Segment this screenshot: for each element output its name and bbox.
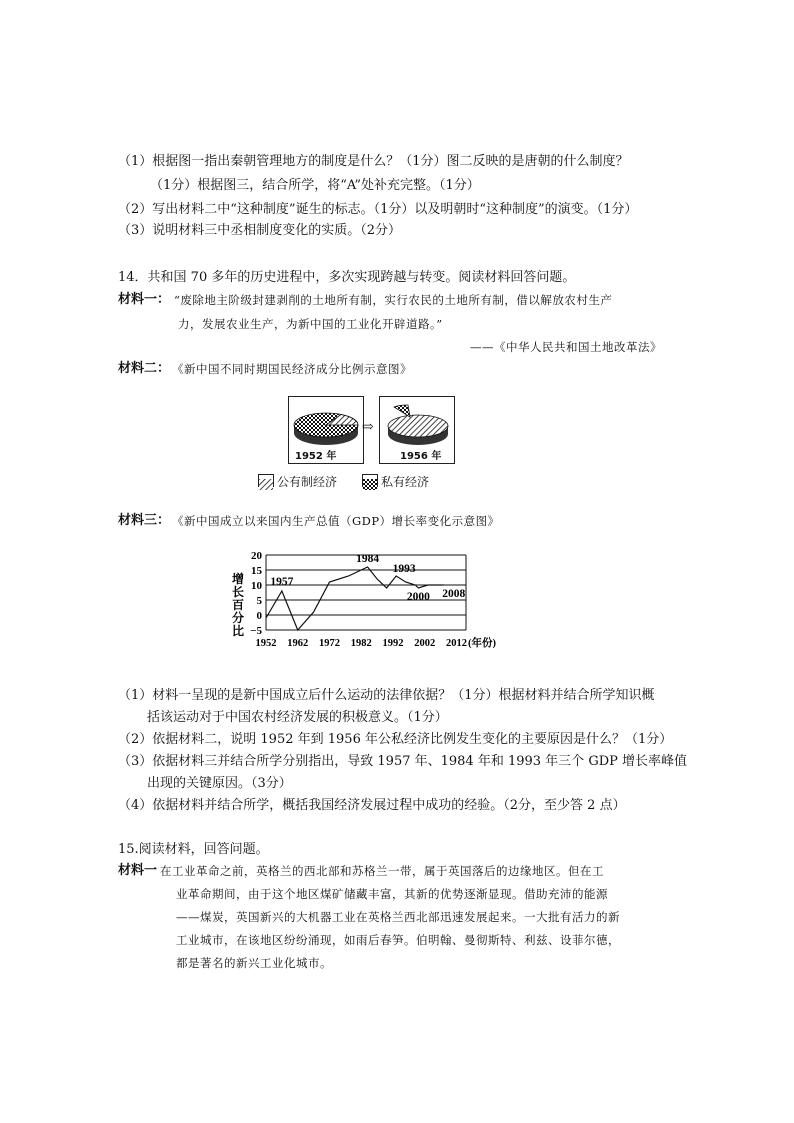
q15-material1-line5: 都是著名的新兴工业化城市。: [176, 956, 332, 970]
annotation-2000: 2000: [406, 591, 430, 603]
q13-part2: （2）写出材料二中“这种制度”诞生的标志。（1分）以及明朝时“这种制度”的演变。（1分）: [118, 202, 638, 217]
legend-private-label: 私有经济: [381, 475, 430, 489]
y-tick-label: 5: [256, 595, 262, 607]
q14-material1-line1: “废除地主阶级封建剥削的土地所有制，实行农民的土地所有制，借以解放农村生产: [174, 293, 613, 307]
y-tick-label: 20: [251, 550, 262, 562]
q15-material1-line4: 工业城市，在该地区纷纷涌现，如雨后春笋。伯明翰、曼彻斯特、利兹、设菲尔德，: [176, 933, 620, 947]
q14-part3-line1: （3）依据材料三并结合所学分别指出，导致 1957 年、1984 年和 1993 年三个 GDP 增长率峰值: [118, 754, 688, 769]
q14-title: 14．共和国 70 多年的历史进程中，多次实现跨越与转变。阅读材料回答问题。: [118, 270, 576, 285]
q15-material1-line3: ——煤炭，英国新兴的大机器工业在英格兰西北部迅速发展起来。一大批有活力的新: [176, 910, 620, 924]
x-tick-label: 1992: [382, 638, 404, 649]
q14-material3-label: 材料三：: [118, 513, 171, 528]
q14-material1-label: 材料一：: [118, 292, 171, 307]
x-axis-label: (年份): [468, 638, 496, 649]
x-tick-label: 2002: [414, 638, 436, 649]
transition-arrow: ⇨: [362, 419, 374, 435]
x-tick-labels: [256, 636, 497, 649]
x-tick-label: 1972: [318, 638, 340, 649]
q14-part1-line1: （1）材料一呈现的是新中国成立后什么运动的法律依据？（1分）根据材料并结合所学知识概: [118, 688, 655, 703]
q14-material2-label: 材料二：: [118, 361, 171, 376]
q14-material1-source: ——《中华人民共和国土地改革法》: [470, 340, 662, 354]
pie-1956-year: 1956 年: [400, 451, 442, 462]
pie-1952-frame: [288, 396, 364, 464]
q13-part3: （3）说明材料三中丞相制度变化的实质。（2分）: [118, 223, 402, 238]
x-tick-label: 1982: [350, 638, 372, 649]
q15-material1-label: 材料一: [118, 863, 158, 878]
legend-public-swatch-svg: [259, 479, 273, 490]
x-tick-label: 2012: [445, 638, 467, 649]
q14-material2-title: 《新中国不同时期国民经济成分比例示意图》: [172, 362, 412, 376]
peak-annotations: [270, 553, 465, 603]
annotation-2008: 2008: [442, 588, 466, 600]
legend-public-label: 公有制经济: [277, 475, 338, 489]
pie-1956-private-slice: [394, 405, 410, 417]
q14-material3-title: 《新中国成立以来国内生产总值（GDP）增长率变化示意图》: [172, 514, 500, 528]
q15-material1-line1: 在工业革命之前，英格兰的西北部和苏格兰一带，属于英国落后的边缘地区。但在工: [160, 864, 604, 878]
q14-part4: （4）依据材料并结合所学，概括我国经济发展过程中成功的经验。（2分，至少答 2 点）: [118, 798, 626, 813]
legend-private-swatch: [362, 474, 378, 487]
q14-material1-line2: 力，发展农业生产，为新中国的工业化开辟道路。”: [178, 317, 443, 331]
q15-title: 15.阅读材料，回答问题。: [118, 842, 269, 857]
y-tick-label: −5: [250, 625, 262, 637]
y-tick-label: 10: [251, 580, 262, 592]
q13-part1-line2: （1分）根据图三，结合所学，将“A”处补充完整。（1分）: [150, 178, 480, 193]
y-axis-label-char: 长: [231, 585, 245, 599]
y-axis-label-char: 增: [231, 572, 245, 586]
x-tick-label: 1962: [287, 638, 309, 649]
q14-part2: （2）依据材料二，说明 1952 年到 1956 年公私经济比例发生变化的主要原因是什么？（1分）: [118, 732, 673, 747]
annotation-1957: 1957: [270, 576, 294, 588]
q14-part3-line2: 出现的关键原因。（3分）: [147, 776, 292, 791]
pie-1956-public-slice: [388, 415, 448, 437]
legend-private-swatch-svg: [363, 479, 377, 490]
annotation-1984: 1984: [356, 553, 380, 565]
q13-part1-line1: （1）根据图一指出秦朝管理地方的制度是什么？（1分）图二反映的是唐朝的什么制度？: [118, 154, 629, 169]
q14-part1-line2: 括该运动对于中国农村经济发展的积极意义。（1分）: [147, 710, 448, 725]
q15-material1-line2: 业革命期间，由于这个地区煤矿储藏丰富，其新的优势逐渐显现。借助充沛的能源: [176, 887, 608, 901]
chart-grid: [266, 555, 466, 630]
gdp-growth-chart: [228, 545, 496, 675]
y-axis-label-char: 分: [231, 611, 245, 625]
pie-1952-year: 1952 年: [295, 451, 337, 462]
annotation-1993: 1993: [392, 563, 416, 575]
y-tick-labels: [250, 550, 262, 637]
y-axis-label-char: 百: [231, 598, 245, 612]
y-axis-label-char: 比: [231, 624, 245, 638]
x-tick-label: 1952: [255, 638, 277, 649]
pie-1956-frame: [379, 396, 455, 464]
y-tick-label: 15: [251, 565, 262, 577]
y-tick-label: 0: [256, 610, 262, 622]
legend-public-swatch: [258, 474, 274, 487]
y-axis-label: [232, 571, 244, 638]
